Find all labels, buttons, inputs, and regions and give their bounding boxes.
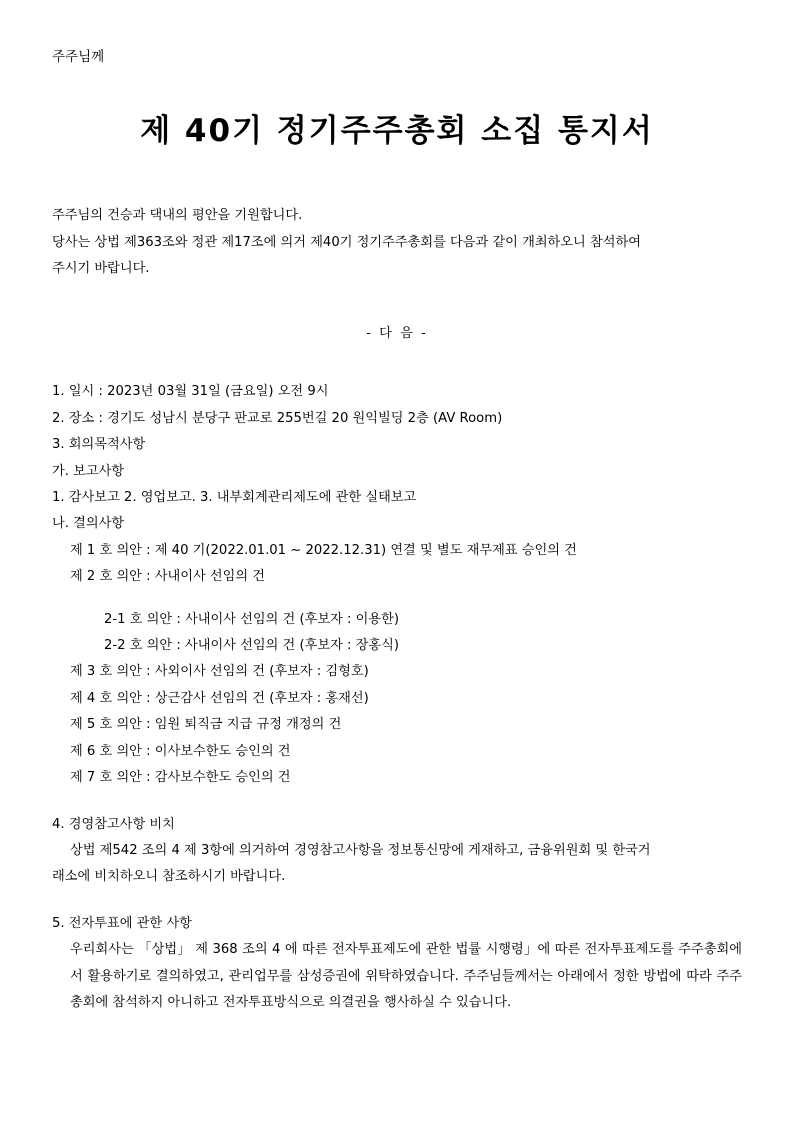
list-item: 제 1 호 의안 : 제 40 기(2022.01.01 ~ 2022.12.31) 연결 및 별도 재무제표 승인의 건	[70, 542, 577, 558]
list-item: 3. 회의목적사항	[52, 437, 146, 453]
list-item: 제 6 호 의안 : 이사보수한도 승인의 건	[70, 743, 291, 759]
list-item: 제 3 호 의안 : 사외이사 선임의 건 (후보자 : 김형호)	[70, 664, 369, 680]
list-item: 제 4 호 의안 : 상근감사 선임의 건 (후보자 : 홍재선)	[70, 690, 369, 706]
divider-label: - 다 음 -	[366, 326, 428, 342]
agenda-list	[52, 379, 742, 537]
section-body-line: 래소에 비치하오니 참조하시기 바랍니다.	[52, 869, 286, 885]
resolution-list	[52, 538, 742, 792]
list-item: 나. 결의사항	[52, 516, 125, 532]
greeting-line-3: 주시기 바랍니다.	[52, 261, 150, 276]
section-reference-materials	[52, 812, 742, 891]
section-heading: 5. 전자투표에 관한 사항	[52, 915, 192, 931]
section-electronic-voting	[52, 911, 742, 1017]
list-item: 1. 일시 : 2023년 03월 31일 (금요일) 오전 9시	[52, 384, 329, 400]
list-item: 가. 보고사항	[52, 463, 125, 479]
list-item: 제 7 호 의안 : 감사보수한도 승인의 건	[70, 770, 291, 786]
list-item: 1. 감사보고 2. 영업보고. 3. 내부회계관리제도에 관한 실태보고	[52, 490, 417, 506]
page-title: 제 40기 정기주주총회 소집 통지서	[140, 112, 654, 149]
greeting-line-2: 당사는 상법 제363조와 정관 제17조에 의거 제40기 정기주주총회를 다음과 같이 개최하오니 참석하여	[52, 234, 641, 250]
section-body: 우리회사는 「상법」 제 368 조의 4 에 따른 전자투표제도에 관한 법률 시행령」에 따른 전자투표제도를 주주총회에서 활용하기로 결의하였고, 관리업무를 삼성증권에 위탁하였습니다. 주주님들께서는 아래에서 정한 방법에 따라 주주총회에 참석하지 아니하고 전자투표방식으로 의결권을 행사하실 수 있습니다.	[70, 942, 742, 1010]
list-item: 2-2 호 의안 : 사내이사 선임의 건 (후보자 : 장홍식)	[104, 638, 400, 654]
section-body-line: 상법 제542 조의 4 제 3항에 의거하여 경영참고사항을 정보통신망에 게재하고, 금융위원회 및 한국거	[70, 842, 651, 858]
spacer	[52, 591, 742, 607]
addressee-line: 주주님께	[52, 49, 105, 65]
list-item: 2. 장소 : 경기도 성남시 분당구 판교로 255번길 20 원익빌딩 2층 (AV Room)	[52, 410, 503, 426]
list-item: 제 5 호 의안 : 임원 퇴직금 지급 규정 개정의 건	[70, 717, 342, 733]
list-item: 제 2 호 의안 : 사내이사 선임의 건	[70, 569, 266, 585]
section-heading: 4. 경영참고사항 비치	[52, 816, 175, 832]
greeting-block	[52, 203, 742, 282]
list-item: 2-1 호 의안 : 사내이사 선임의 건 (후보자 : 이용한)	[104, 611, 400, 627]
greeting-line-1: 주주님의 건승과 댁내의 평안을 기원합니다.	[52, 208, 303, 224]
